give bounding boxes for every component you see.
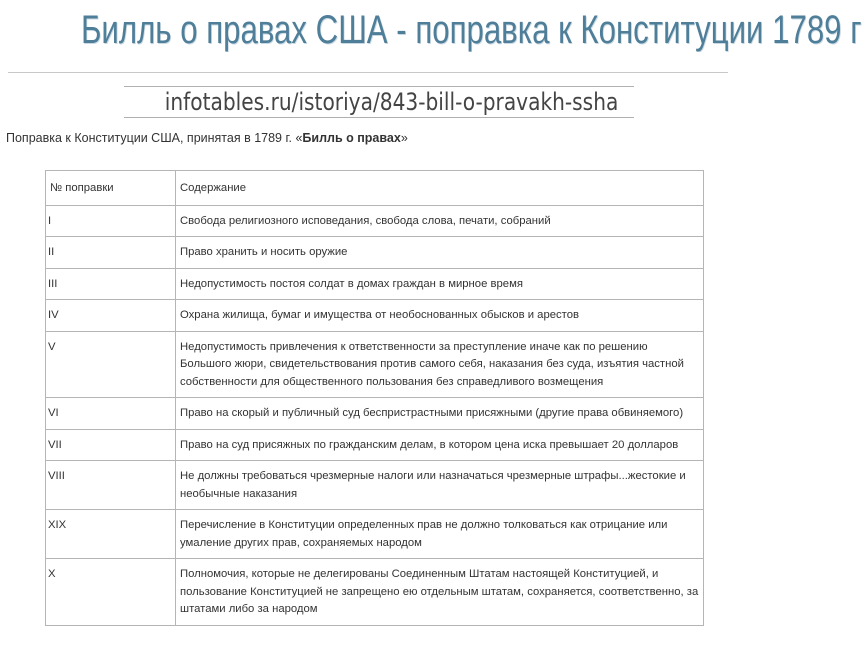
amendment-content: Недопустимость постоя солдат в домах граждан в мирное время	[176, 268, 704, 300]
amendment-number: VIII	[46, 461, 176, 510]
table-row	[46, 331, 704, 398]
amendment-number: XIX	[46, 510, 176, 559]
table-row	[46, 268, 704, 300]
amendment-number: VI	[46, 398, 176, 430]
intro-prefix: Поправка к Конституции США, принятая в 1789 г. «	[6, 131, 303, 145]
amendment-content: Недопустимость привлечения к ответственности за преступление иначе как по решению Большого жюри, свидетельствования против самого себя, наказания без суда, изъятия частной собственности для общественного пользования без справедливого возмещения	[176, 331, 704, 398]
intro-text	[6, 131, 408, 145]
table-row	[46, 398, 704, 430]
page-title: Билль о правах США - поправка к Конституции 1789 г	[80, 8, 862, 52]
amendment-content: Перечисление в Конституции определенных прав не должно толковаться как отрицание или умаление других прав, сохраняемых народом	[176, 510, 704, 559]
amendment-content: Полномочия, которые не делегированы Соединенным Штатам настоящей Конституцией, и пользование Конституцией не запрещено ею отдельным штатам, сохраняется, соответственно, за штатами либо за народом	[176, 559, 704, 626]
intro-bold: Билль о правах	[302, 131, 401, 145]
amendment-content: Право хранить и носить оружие	[176, 237, 704, 269]
table-row	[46, 300, 704, 332]
amendment-number: II	[46, 237, 176, 269]
amendment-content: Право на суд присяжных по гражданским делам, в котором цена иска превышает 20 долларов	[176, 429, 704, 461]
source-url: infotables.ru/istoriya/843-bill-o-pravakh-ssha	[164, 88, 619, 116]
title-divider	[8, 72, 728, 73]
amendment-number: I	[46, 205, 176, 237]
amendment-content: Охрана жилища, бумаг и имущества от необоснованных обысков и арестов	[176, 300, 704, 332]
amendment-number: X	[46, 559, 176, 626]
table-row	[46, 237, 704, 269]
table-row	[46, 510, 704, 559]
table-row	[46, 461, 704, 510]
amendment-content: Свобода религиозного исповедания, свобода слова, печати, собраний	[176, 205, 704, 237]
amendment-content: Право на скорый и публичный суд беспристрастными присяжными (другие права обвиняемого)	[176, 398, 704, 430]
header-content: Содержание	[176, 171, 704, 206]
table-row	[46, 429, 704, 461]
intro-suffix: »	[400, 131, 408, 145]
header-number: № поправки	[46, 171, 176, 206]
table-row	[46, 559, 704, 626]
table-row	[46, 205, 704, 237]
amendment-content: Не должны требоваться чрезмерные налоги или назначаться чрезмерные штрафы...жестокие и необычные наказания	[176, 461, 704, 510]
table-header-row	[46, 171, 704, 206]
amendment-number: VII	[46, 429, 176, 461]
amendments-table	[45, 170, 704, 626]
amendment-number: IV	[46, 300, 176, 332]
amendment-number: III	[46, 268, 176, 300]
amendment-number: V	[46, 331, 176, 398]
source-url-box	[124, 86, 634, 118]
